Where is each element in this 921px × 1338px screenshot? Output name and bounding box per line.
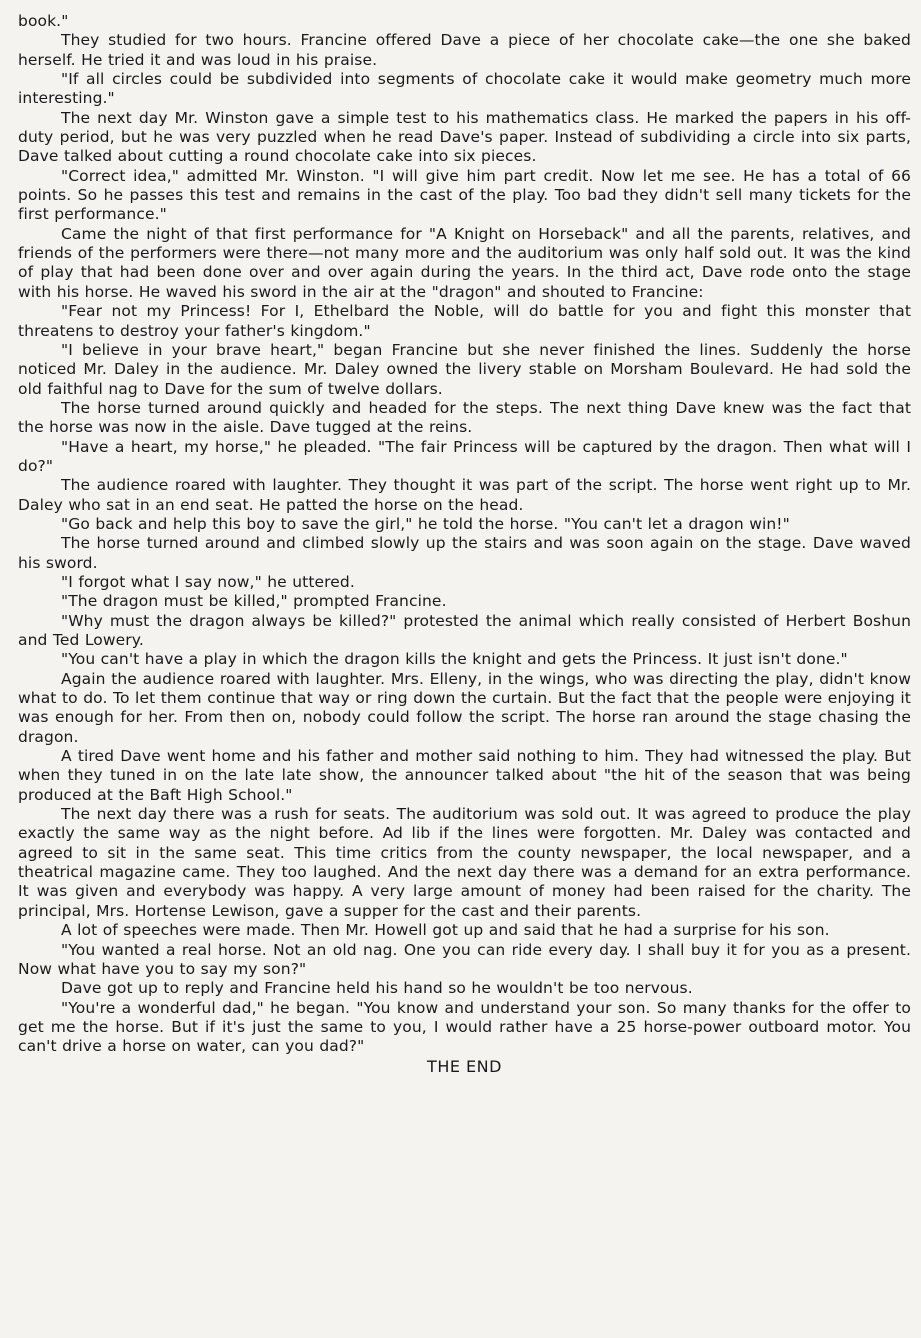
- paragraph: A lot of speeches were made. Then Mr. Howell got up and said that he had a surprise for his son.: [61, 921, 830, 940]
- the-end-label: THE END: [427, 1056, 502, 1076]
- paragraph: Dave got up to reply and Francine held his hand so he wouldn't be too nervous.: [61, 979, 693, 998]
- paragraph: "Have a heart, my horse," he pleaded. "The fair Princess will be captured by the dragon. Then what will I do?": [18, 437, 911, 475]
- paragraph: book.": [18, 12, 69, 30]
- paragraph: "Correct idea," admitted Mr. Winston. "I will give him part credit. Now let me see. He has a total of 66 points. So he passes this test and remains in the cast of the play. Too bad they didn't sell many tickets for the first performance.": [18, 166, 911, 224]
- paragraph: The horse turned around and climbed slowly up the stairs and was soon again on the stage. Dave waved his sword.: [18, 534, 911, 572]
- paragraph: "I believe in your brave heart," began Francine but she never finished the lines. Suddenly the horse noticed Mr. Daley in the audience. Mr. Daley owned the livery stable on Morsham Boulevard. He had sold the old faithful nag to Dave for the sum of twelve dollars.: [18, 340, 911, 398]
- paragraph: "You wanted a real horse. Not an old nag. One you can ride every day. I shall buy it for you as a present. Now what have you to say my son?": [18, 940, 911, 978]
- paragraph: "The dragon must be killed," prompted Francine.: [61, 592, 447, 611]
- paragraph: "You're a wonderful dad," he began. "You know and understand your son. So many thanks for the offer to get me the horse. But if it's just the same to you, I would rather have a 25 horse-power outboard motor. You can't drive a horse on water, can you dad?": [18, 998, 911, 1056]
- paragraph: A tired Dave went home and his father and mother said nothing to him. They had witnessed the play. But when they tuned in on the late late show, the announcer talked about "the hit of the season that was being produced at the Baft High School.": [18, 747, 911, 804]
- paragraph: "Fear not my Princess! For I, Ethelbard the Noble, will do battle for you and fight this monster that threatens to destroy your father's kingdom.": [18, 302, 911, 340]
- paragraph: The audience roared with laughter. They thought it was part of the script. The horse went right up to Mr. Daley who sat in an end seat. He patted the horse on the head.: [18, 476, 911, 514]
- paragraph: "Why must the dragon always be killed?" protested the animal which really consisted of Herbert Boshun and Ted Lowery.: [18, 611, 911, 649]
- paragraph: Again the audience roared with laughter. Mrs. Elleny, in the wings, who was directing the play, didn't know what to do. To let them continue that way or ring down the curtain. But the fact that the people were enjoying it was enough for her. From then on, nobody could follow the script. The horse ran around the stage chasing the dragon.: [18, 669, 911, 746]
- paragraph: The horse turned around quickly and headed for the steps. The next thing Dave knew was the fact that the horse was now in the aisle. Dave tugged at the reins.: [18, 398, 911, 437]
- paragraph: They studied for two hours. Francine offered Dave a piece of her chocolate cake—the one she baked herself. He tried it and was loud in his praise.: [18, 31, 911, 69]
- story-text: [18, 12, 911, 1057]
- paragraph: "Go back and help this boy to save the girl," he told the horse. "You can't let a dragon win!": [61, 514, 790, 533]
- paragraph: "If all circles could be subdivided into segments of chocolate cake it would make geometry much more interesting.": [18, 70, 911, 108]
- document-page: [18, 12, 911, 1332]
- paragraph: The next day Mr. Winston gave a simple test to his mathematics class. He marked the papers in his off-duty period, but he was very puzzled when he read Dave's paper. Instead of subdividing a circle into six parts, Dave talked about cutting a round chocolate cake into six pieces.: [18, 108, 911, 166]
- paragraph: "I forgot what I say now," he uttered.: [61, 572, 355, 591]
- paragraph: Came the night of that first performance for "A Knight on Horseback" and all the parents, relatives, and friends of the performers were there—not many more and the auditorium was only half sold out. It was the kind of play that had been done over and over again during the years. In the third act, Dave rode onto the stage with his horse. He waved his sword in the air at the "dragon" and shouted to Francine:: [18, 224, 911, 301]
- paragraph: The next day there was a rush for seats. The auditorium was sold out. It was agreed to produce the play exactly the same way as the night before. Ad lib if the lines were forgotten. Mr. Daley was contacted and agreed to sit in the same seat. This time critics from the county newspaper, the local newspaper, and a theatrical magazine came. They too laughed. And the next day there was a demand for an extra performance. It was given and everybody was happy. A very large amount of money had been raised for the charity. The principal, Mrs. Hortense Lewison, gave a supper for the cast and their parents.: [18, 805, 911, 920]
- paragraph: "You can't have a play in which the dragon kills the knight and gets the Princess. It just isn't done.": [61, 650, 848, 669]
